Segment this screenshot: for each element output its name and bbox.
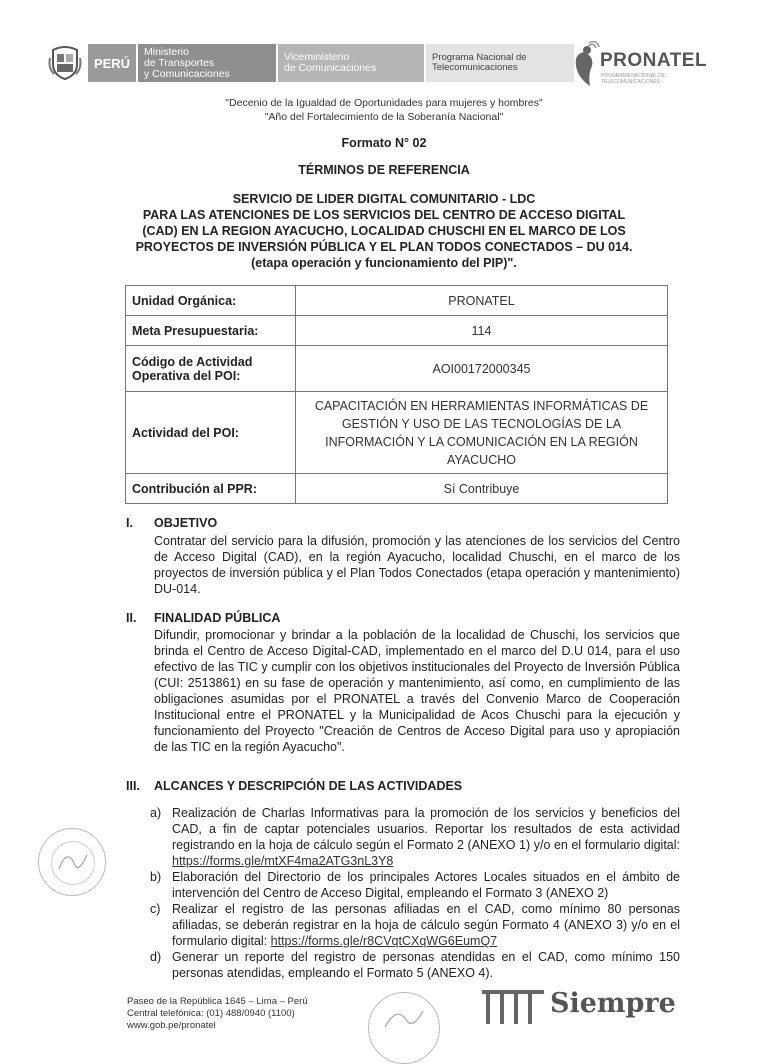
table-label: Meta Presupuestaria: — [126, 316, 296, 346]
decade-line-2: "Año del Fortalecimiento de la Soberanía Nacional" — [264, 111, 504, 123]
table-label: Código de Actividad Operativa del POI: — [126, 346, 296, 392]
form-link[interactable]: https://forms.gle/r8CVqtCXqWG6EumQ7 — [270, 934, 498, 948]
decade-line-1: "Decenio de la Igualdad de Oportunidades para mujeres y hombres" — [225, 97, 543, 109]
list-item: a) Realización de Charlas Informativas para la promoción de los servicios y beneficios del CAD, a fin de captar potenciales usuarios. Reportar los resultados de esta actividad registrando en la hoja de cálculo según el Formato 2 (ANEXO 1) y/o en el formulario digital: https://forms.gle/mtXF4ma2ATG3nL3Y8 — [150, 806, 680, 868]
official-stamp — [38, 828, 106, 896]
table-row — [126, 392, 668, 474]
letterhead — [48, 40, 728, 90]
document-title: TÉRMINOS DE REFERENCIA — [298, 163, 470, 177]
columns-icon — [480, 988, 546, 1024]
formato-number: Formato N° 02 — [341, 136, 427, 150]
section-title: OBJETIVO — [154, 516, 218, 530]
pronatel-bird-icon — [570, 40, 600, 90]
section-paragraph: Difundir, promocionar y brindar a la población de la localidad de Chuschi, los servicios que brinda el Centro de Acceso Digital-CAD, implementado en el marco del D.U 014, para el uso efectivo de las TIC y cumplir con los objetivos institucionales del Proyecto de Inversión Pública (CUI: 2513861) en su fase de operación y mantenimiento, así como, en cumplimiento de las obligaciones asumidas por el PRONATEL a través del Convenio Marco de Cooperación Institucional entre el PRONATEL y la Municipalidad de Acos Chuschi para la ejecución y funcionamiento del Proyecto "Creación de Centros de Acceso Digital para uso y apropiación de las TIC en la región Ayacucho". — [154, 628, 680, 754]
table-value: 114 — [296, 316, 668, 346]
section-number: II. — [126, 611, 137, 625]
peru-label: PERÚ — [88, 44, 138, 82]
section-title: FINALIDAD PÚBLICA — [154, 611, 281, 625]
section-title: ALCANCES Y DESCRIPCIÓN DE LAS ACTIVIDADES — [154, 779, 463, 793]
signature-mark-icon — [53, 843, 93, 883]
table-value: PRONATEL — [296, 286, 668, 316]
table-label: Contribución al PPR: — [126, 474, 296, 504]
table-label: Actividad del POI: — [126, 392, 296, 474]
peru-coat-of-arms-icon — [48, 44, 82, 80]
table-value: AOI00172000345 — [296, 346, 668, 392]
government-banner — [88, 44, 574, 82]
brand-subtitle: PROGRAMA NACIONAL DE TELECOMUNICACIONES — [601, 73, 665, 85]
pronatel-logo — [570, 40, 730, 90]
official-stamp — [368, 992, 440, 1064]
info-table — [125, 285, 668, 504]
slogan-text: Siempre — [550, 988, 676, 1019]
table-label: Unidad Orgánica: — [126, 286, 296, 316]
section-number: I. — [126, 516, 133, 530]
service-title: SERVICIO DE LIDER DIGITAL COMUNITARIO - LDC PARA LAS ATENCIONES DE LOS SERVICIOS DEL CENTRO DE ACCESO DIGITAL (CAD) EN LA REGION AYACUCHO, LOCALIDAD CHUSCHI EN EL MARCO DE LOS PROYECTOS DE INVERSIÓN PÚBLICA Y EL PLAN TODOS CONECTADOS – DU 014. (etapa operación y funcionamiento del PIP)". — [135, 192, 633, 270]
list-item: c) Realizar el registro de las personas afiliadas en el CAD, como mínimo 80 personas afiliadas, se deberán registrar en la hoja de cálculo según Formato 4 (ANEXO 3) y/o en el formulario digital: https://forms.gle/r8CVqtCXqWG6EumQ7 — [150, 902, 680, 948]
table-row — [126, 346, 668, 392]
activities-list — [150, 805, 680, 981]
section-number: III. — [126, 779, 140, 793]
form-link[interactable]: https://forms.gle/mtXF4ma2ATG3nL3Y8 — [172, 854, 394, 868]
brand-name: PRONATEL — [600, 50, 708, 71]
signature-mark-icon — [381, 1003, 427, 1033]
table-row — [126, 474, 668, 504]
table-value: CAPACITACIÓN EN HERRAMIENTAS INFORMÁTICAS DE GESTIÓN Y USO DE LAS TECNOLOGÍAS DE LA INFORMACIÓN Y LA COMUNICACIÓN EN LA REGIÓN AYACUCHO — [296, 392, 668, 474]
viceministry-label: Viceministerio de Comunicaciones — [278, 44, 426, 82]
list-item: b) Elaboración del Directorio de los principales Actores Locales situados en el ámbito de intervención del Centro de Acceso Digital, empleando el Formato 3 (ANEXO 2) — [150, 870, 680, 900]
table-row — [126, 286, 668, 316]
program-label: Programa Nacional de Telecomunicaciones — [426, 44, 574, 82]
section-paragraph: Contratar del servicio para la difusión, promoción y las atenciones de los servicios del Centro de Acceso Digital (CAD), en la región Ayacucho, localidad Chuschi, en el marco de los proyectos de inversión pública y el Plan Todos Conectados (etapa operación y mantenimiento) DU-014. — [154, 534, 680, 596]
list-item: d) Generar un reporte del registro de personas atendidas en el CAD, como mínimo 150 personas atendidas, empleando el Formato 5 (ANEXO 4). — [150, 950, 680, 980]
table-row — [126, 316, 668, 346]
table-value: Sí Contribuye — [296, 474, 668, 504]
footer-address: Paseo de la República 1645 – Lima – Perú Central telefónica: (01) 488/0940 (1100) www.gob.pe/pronatel — [127, 996, 308, 1031]
ministry-label: Ministerio de Transportes y Comunicaciones — [138, 44, 278, 82]
